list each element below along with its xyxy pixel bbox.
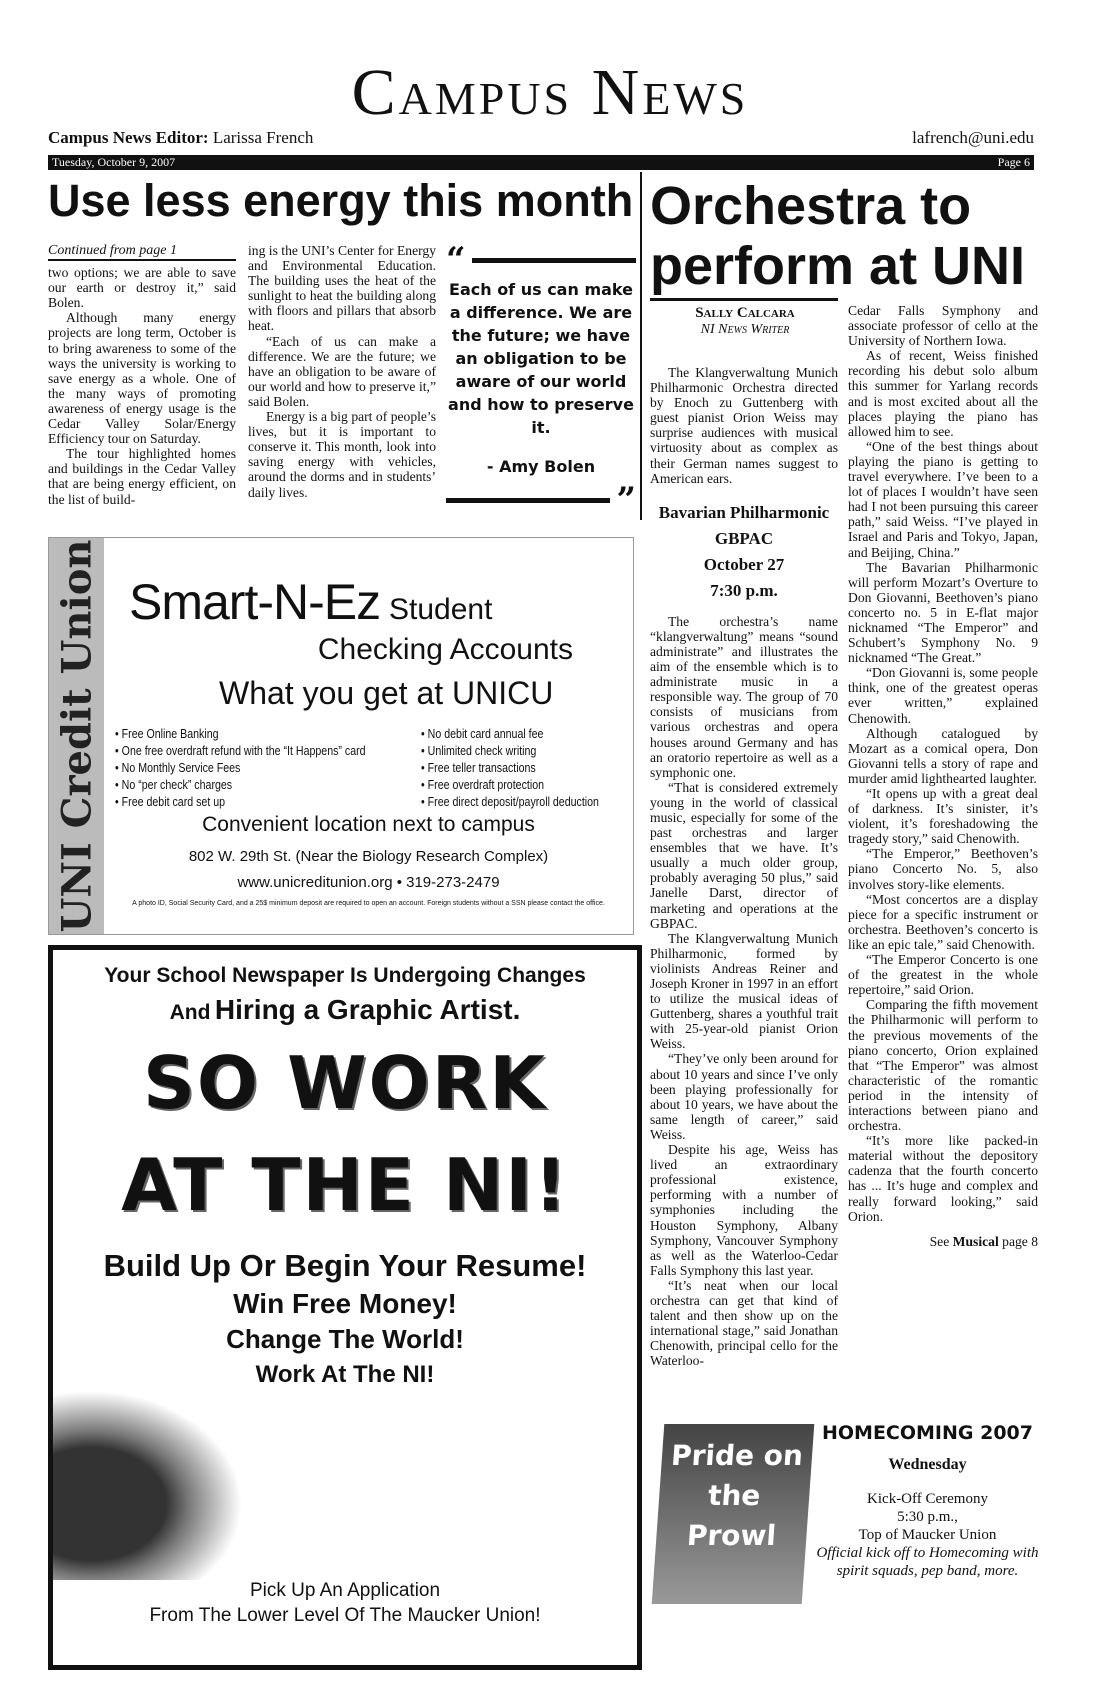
author-role: NI News Writer — [700, 322, 790, 337]
ad-fine-print: A photo ID, Social Security Card, and a 25$ minimum deposit are required to open an account. Foreign students without a SSN please contact the office. — [132, 900, 605, 907]
ad-big-line: SO WORK — [143, 1041, 547, 1125]
paragraph: Comparing the fifth movement the Philharmonic will perform to the previous movements of the piano concerto, Orion explained that “The Emperor” was almost characteristic of the romantic period in the intensity of interactions between piano and orchestra. — [848, 997, 1038, 1134]
event-venue: GBPAC — [714, 528, 774, 548]
benefit-item: • Unlimited check writing — [421, 744, 537, 758]
energy-headline: Use less energy this month — [48, 175, 634, 226]
open-quote-icon: “ — [446, 240, 466, 280]
paragraph: “Most concertos are a display piece for a specific instrument or orchestra. Beethoven’s concerto is like an epic tale,” said Chenowith. — [848, 891, 1038, 952]
ad-website[interactable]: www.unicreditunion.org • 319-273-2479 — [237, 874, 500, 891]
paragraph: The Klangverwaltung Munich Philharmonic, formed by violinists Andreas Reiner and Joseph Kroner in 1997 in an effort to utilize the musical ideas of Guttenberg, shares a youthful trait with 25-year-old pianist Orion Weiss. — [650, 930, 838, 1052]
paragraph: Cedar Falls Symphony and associate professor of cello at the University of Northern Iowa. — [848, 303, 1038, 349]
homecoming-day: Wednesday — [888, 1456, 967, 1473]
benefits-left — [115, 726, 366, 811]
unicu-advertisement[interactable] — [48, 537, 634, 935]
ad-line: Work At The NI! — [255, 1361, 435, 1388]
pull-quote-attribution: - Amy Bolen — [486, 457, 596, 476]
orchestra-column-2 — [848, 303, 1038, 1249]
ad-location: Convenient location next to campus — [202, 813, 535, 836]
issue-date: Tuesday, October 9, 2007 — [52, 155, 176, 169]
paragraph: “The Emperor Concerto is one of the greatest in the whole repertoire,” said Orion. — [848, 952, 1038, 998]
homecoming-box — [650, 1416, 1045, 1616]
benefit-item: • Free debit card set up — [115, 795, 226, 809]
benefit-item: • Free teller transactions — [421, 761, 536, 775]
brand-name: Smart-N-Ez — [129, 574, 381, 630]
ad-line: Your School Newspaper Is Undergoing Changes — [104, 964, 586, 987]
headline-rule — [650, 298, 838, 301]
editor-credit — [48, 128, 313, 148]
energy-column-1 — [48, 243, 236, 507]
event-name: Bavarian Philharmonic — [658, 502, 830, 522]
benefit-item: • No debit card annual fee — [421, 727, 544, 741]
editor-name: Larissa French — [212, 128, 314, 147]
energy-column-2 — [248, 243, 436, 500]
event-date: October 27 — [703, 554, 785, 574]
paragraph: Despite his age, Weiss has lived an extraordinary professional existence, performing with a number of symphonies including the Houston Symphony, Albany Symphony, Vancouver Symphony as well as the Waterloo-Cedar Falls Symphony this last year. — [650, 1142, 838, 1278]
paragraph: “It opens up with a great deal of darkness. It’s sinister, it’s violent, it’s foreshadowing the tragedy story,” said Chenowith. — [848, 786, 1038, 847]
paragraph: “They’ve only been around for about 10 years and since I’ve only been playing professionally for about 10 years, we have about the same length of career,” said Weiss. — [650, 1051, 838, 1142]
unicu-logo: UNI Credit Union — [49, 538, 104, 934]
paragraph: “One of the best things about playing the piano is getting to travel everywhere. I’ve been to a lot of places I wouldn’t have seen had I not been pursuing this career path,” said Weiss. “I’ve played in Israel and Paris and Tokyo, Japan, and Beijing, China.” — [848, 438, 1038, 560]
page-number: Page 6 — [997, 155, 1030, 169]
hand-illustration — [53, 1390, 243, 1580]
pride-on-the-prowl-logo: Pride on the Prowl — [652, 1424, 815, 1604]
paragraph: ing is the UNI’s Center for Energy and Environmental Education. The building uses the heat of the sunlight to heat the building along with floors and pillars that absorb heat. — [248, 243, 436, 334]
paragraph: The tour highlighted homes and buildings in the Cedar Valley that are being energy efficient, on the list of build- — [48, 446, 236, 507]
orchestra-headline: Orchestra to perform at UNI — [650, 176, 1026, 296]
ad-line: Win Free Money! — [233, 1288, 457, 1319]
event-info-box — [650, 500, 838, 604]
paragraph: two options; we are able to save our earth or destroy it,” said Bolen. — [48, 265, 236, 311]
ad-big-line: AT THE NI! — [121, 1143, 569, 1227]
ad-what: What you get at UNICU — [219, 675, 554, 711]
ad-subtitle: Student — [389, 593, 493, 626]
paragraph: “Don Giovanni is, some people think, one of the greatest operas ever written,” explained Chenowith. — [848, 665, 1038, 726]
ad-subtitle-2: Checking Accounts — [317, 633, 573, 666]
benefit-item: • No Monthly Service Fees — [115, 761, 241, 775]
ad-line: From The Lower Level Of The Maucker Union! — [149, 1605, 541, 1626]
paragraph: “Each of us can make a difference. We are the future; we have an obligation to be aware of our world and how to preserve it,” said Bolen. — [248, 333, 436, 409]
paragraph: “That is considered extremely young in the world of classical music, especially for some of the past orchestras and larger ensembles that we have. It’s usually a much older group, probably averaging 50 plus,” said Janelle Darst, director of marketing and operations at the GBPAC. — [650, 779, 838, 931]
ni-hiring-advertisement[interactable] — [48, 945, 642, 1670]
benefit-item: • Free overdraft protection — [421, 778, 545, 792]
pull-quote-text: Each of us can make a difference. We are the future; we have an obligation to be aware of our world and how to preserve it. — [448, 280, 634, 437]
homecoming-title: HOMECOMING 2007 — [821, 1422, 1033, 1444]
editor-email[interactable]: lafrench@uni.edu — [912, 128, 1034, 147]
close-quote-icon: ” — [616, 480, 636, 520]
paragraph: “The Emperor,” Beethoven’s piano Concerto No. 5, also involves story-like elements. — [848, 846, 1038, 892]
paragraph: As of recent, Weiss finished recording his debut solo album this summer for Yarlang records and is most excited about all the places playing the piano has allowed him to see. — [848, 348, 1038, 439]
benefits-right — [421, 726, 599, 811]
paragraph: “It’s more like packed-in material without the depository cadenza that the fourth concerto has ... It’s huge and complex and really forward looking,” said Orion. — [848, 1133, 1038, 1224]
homecoming-place: Top of Maucker Union — [858, 1527, 997, 1543]
orchestra-column-1 — [650, 365, 838, 1368]
editor-label: Campus News Editor: — [48, 128, 209, 147]
benefit-item: • Free direct deposit/payroll deduction — [421, 795, 599, 809]
paragraph: “It’s neat when our local orchestra can get that kind of talent and then show up on the international stage,” said Jonathan Chenowith, principal cello for the Waterloo- — [650, 1277, 838, 1369]
benefit-item: • No “per check” charges — [115, 778, 233, 792]
paragraph: The Klangverwaltung Munich Philharmonic Orchestra directed by Enoch zu Guttenberg with guest pianist Orion Weiss may surprise audiences with musical virtuosity about as complex as their German names suggest to American ears. — [650, 365, 838, 486]
ad-line: Pick Up An Application — [249, 1580, 441, 1601]
ad-line: Change The World! — [226, 1324, 464, 1354]
paragraph: Energy is a big part of people’s lives, but it is important to conserve it. This month, look into saving energy with vehicles, around the dorms and in students’ daily lives. — [248, 409, 436, 500]
byline — [652, 305, 838, 338]
ad-line: And Hiring a Graphic Artist. — [169, 994, 521, 1025]
author-name: Sally Calcara — [695, 305, 795, 321]
paragraph: Although many energy projects are long term, October is to bring awareness to some of the ways the university is working to save energy as a whole. One of the many ways of promoting awareness of energy usage is the Cedar Valley Solar/Energy Efficiency tour on Saturday. — [48, 310, 236, 447]
paragraph: Although catalogued by Mozart as a comical opera, Don Giovanni tells a story of rape and murder amid lighthearted laughter. — [848, 725, 1038, 786]
pull-quote — [446, 240, 636, 520]
continued-note: Continued from page 1 — [48, 243, 236, 261]
homecoming-event: Kick-Off Ceremony — [867, 1491, 988, 1507]
masthead-title: Campus News — [351, 56, 749, 129]
column-divider — [640, 172, 642, 520]
paragraph: The Bavarian Philharmonic will perform Mozart’s Overture to Don Giovanni, Beethoven’s piano concerto no. 5 in E-flat major nicknamed “The Emperor” and Schubert’s Symphony No. 9 nicknamed “The Great.” — [848, 559, 1038, 666]
jump-line[interactable]: See Musical page 8 — [929, 1233, 1038, 1249]
homecoming-time: 5:30 p.m., — [897, 1509, 958, 1525]
dateline-bar — [48, 155, 1034, 170]
benefit-item: • One free overdraft refund with the “It Happens” card — [115, 744, 366, 758]
paragraph: The orchestra’s name “klangverwaltung” means “sound administrate” and illustrates the aim of the ensemble which is to administrate music in a responsible way. The group of 70 consists of musicians from various orchestras and opera houses around Germany and has an oratorio repertoire as well as a symphonic one. — [650, 613, 838, 780]
homecoming-description: Official kick off to Homecoming with spirit squads, pep band, more. — [816, 1545, 1039, 1579]
ad-address: 802 W. 29th St. (Near the Biology Research Complex) — [188, 848, 549, 865]
event-time: 7:30 p.m. — [710, 580, 778, 600]
ad-line: Build Up Or Begin Your Resume! — [103, 1248, 587, 1283]
benefit-item: • Free Online Banking — [115, 727, 219, 741]
